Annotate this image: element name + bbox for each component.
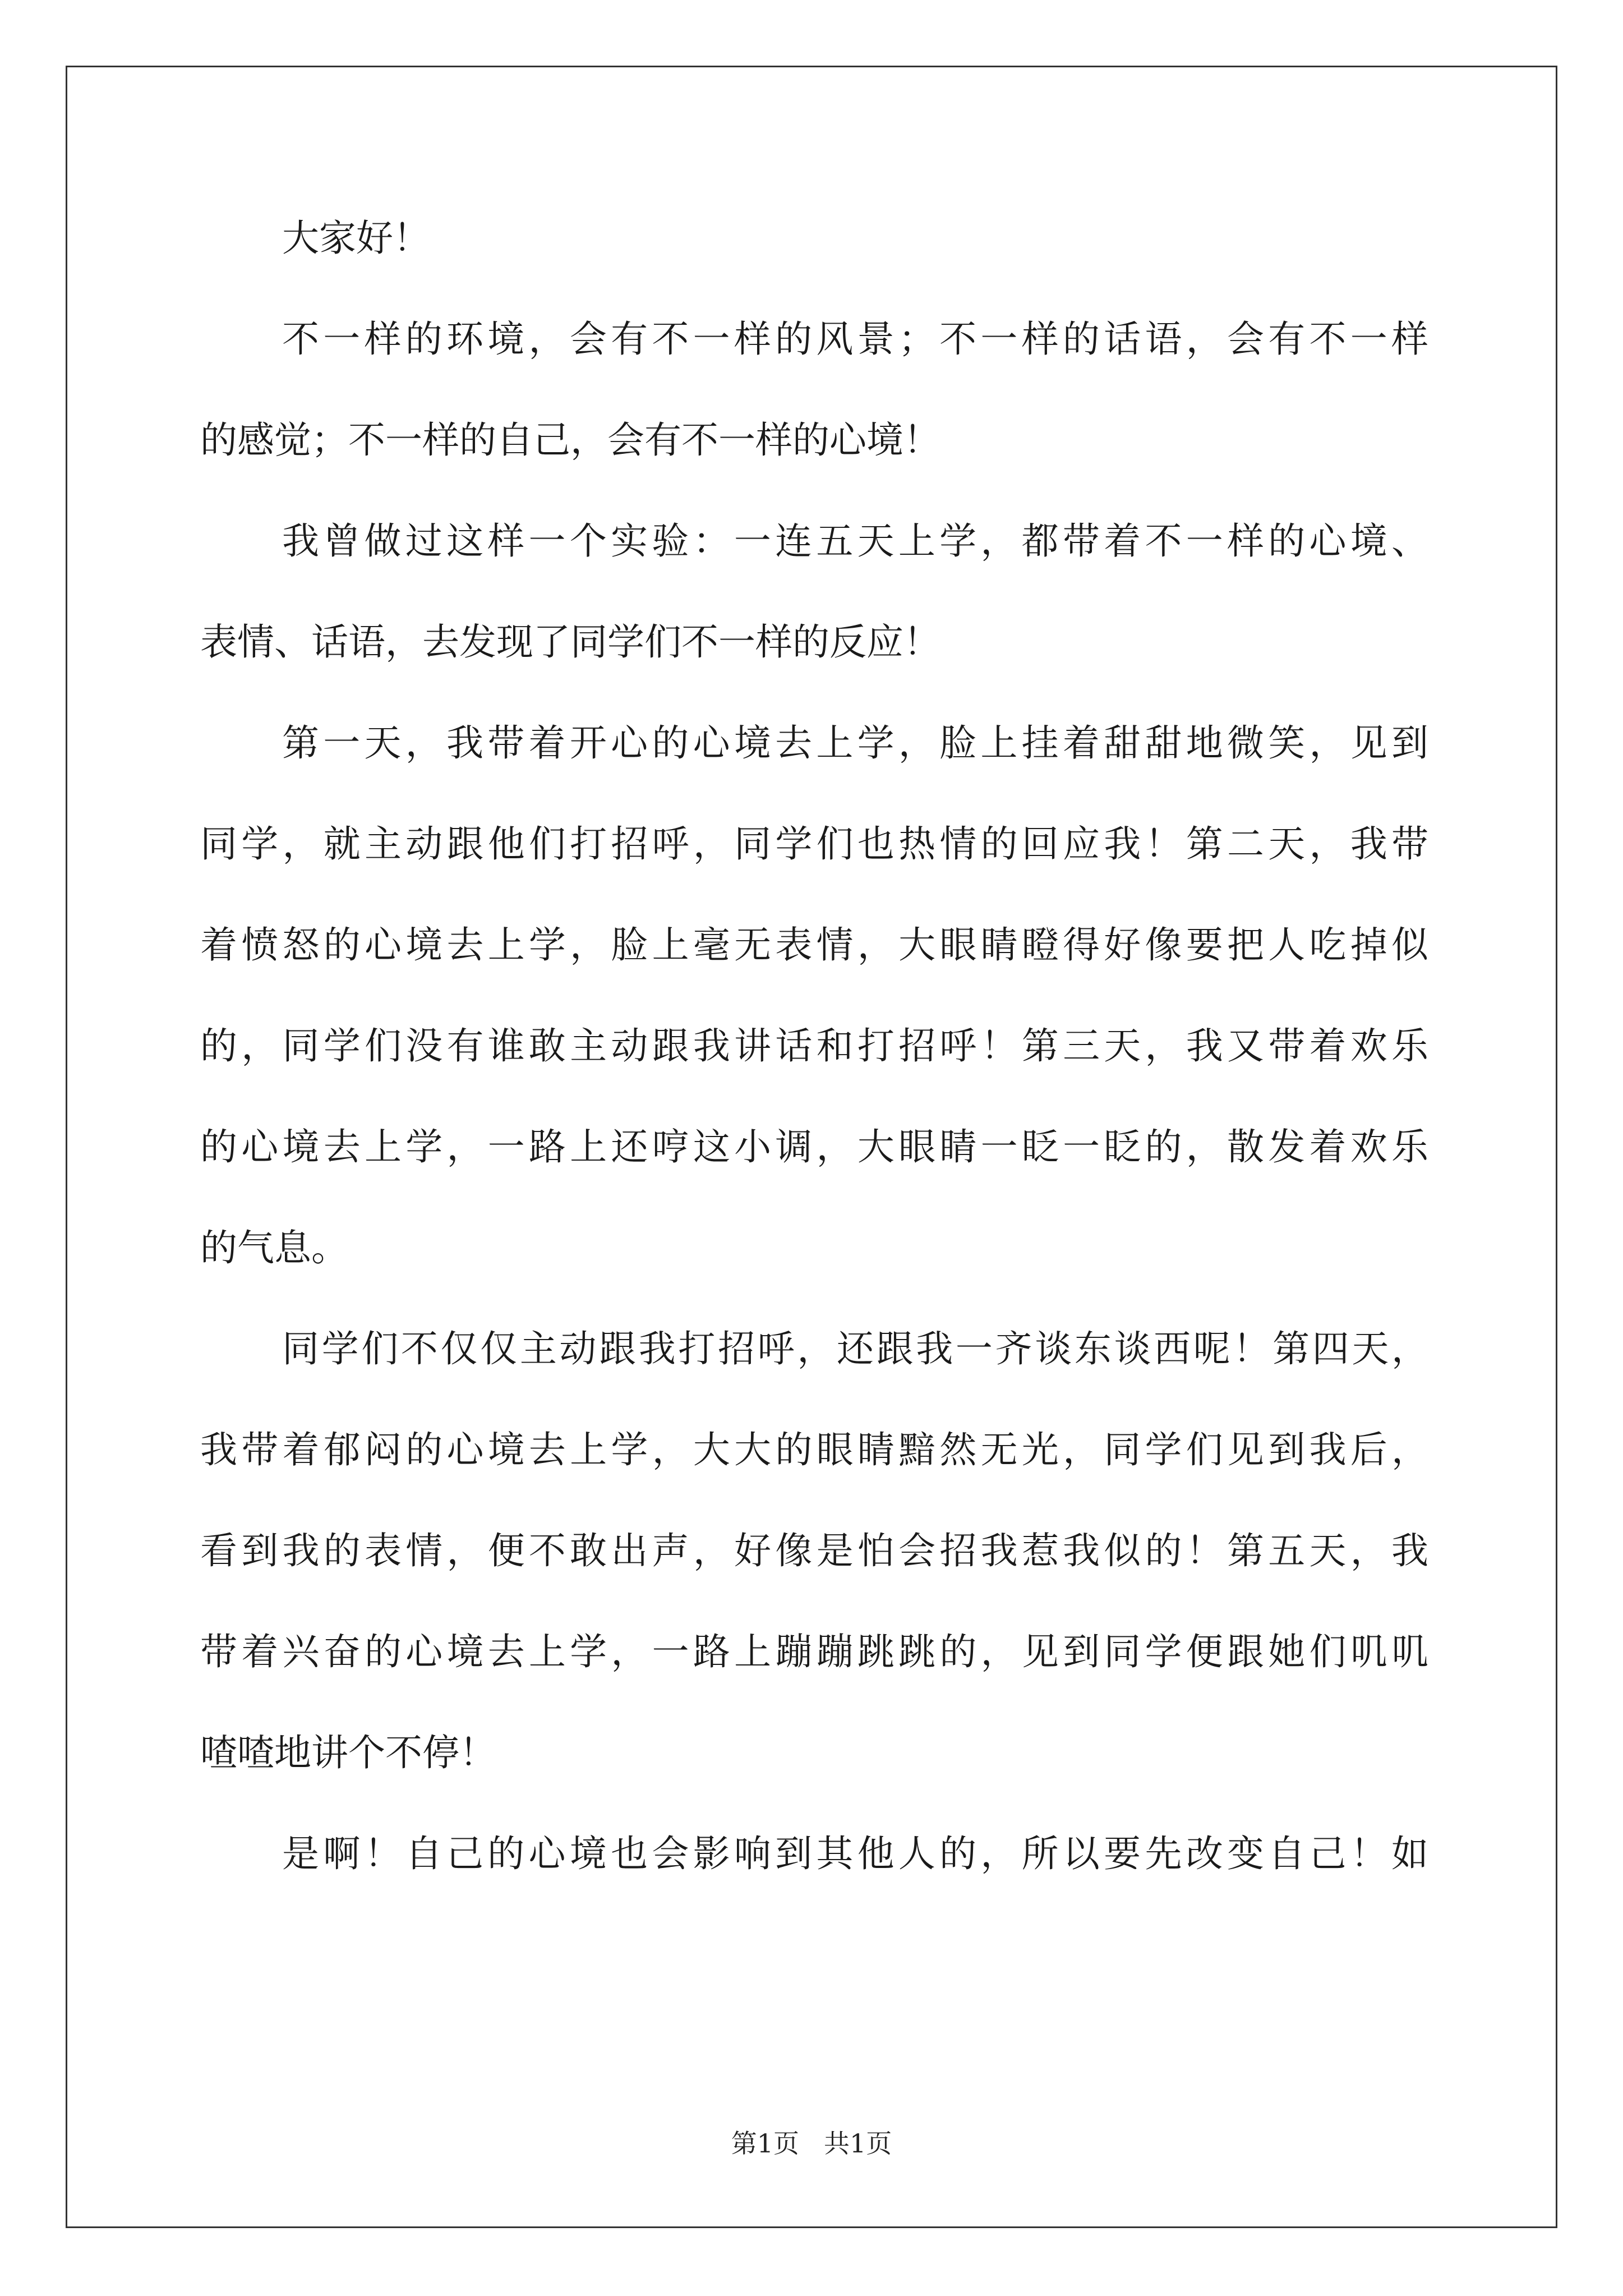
paragraph-line: 同学们不仅仅主动跟我打招呼，还跟我一齐谈东谈西呢！第四天， bbox=[282, 1327, 1428, 1370]
paragraph-line: 同学，就主动跟他们打招呼，同学们也热情的回应我！第二天，我带 bbox=[200, 822, 1428, 866]
paragraph-line: 喳喳地讲个不停！ bbox=[200, 1731, 496, 1774]
paragraph-line: 不一样的环境，会有不一样的风景；不一样的话语，会有不一样 bbox=[282, 318, 1428, 361]
page-footer bbox=[0, 2123, 1623, 2160]
paragraph-line: 我带着郁闷的心境去上学，大大的眼睛黯然无光，同学们见到我后， bbox=[200, 1428, 1428, 1471]
paragraph-line: 表情、话语，去发现了同学们不一样的反应！ bbox=[200, 620, 940, 664]
paragraph-line: 的，同学们没有谁敢主动跟我讲话和打招呼！第三天，我又带着欢乐 bbox=[200, 1024, 1428, 1068]
paragraph-line: 带着兴奋的心境去上学，一路上蹦蹦跳跳的，见到同学便跟她们叽叽 bbox=[200, 1630, 1428, 1673]
page-number: 第1页 bbox=[731, 2128, 800, 2159]
page-total: 共1页 bbox=[823, 2128, 892, 2159]
paragraph-line: 第一天，我带着开心的心境去上学，脸上挂着甜甜地微笑，见到 bbox=[282, 721, 1428, 765]
paragraph-line: 是啊！自己的心境也会影响到其他人的，所以要先改变自己！如 bbox=[282, 1832, 1428, 1875]
paragraph-line: 看到我的表情，便不敢出声，好像是怕会招我惹我似的！第五天，我 bbox=[200, 1529, 1428, 1572]
paragraph-line: 着愤怒的心境去上学，脸上毫无表情，大眼睛瞪得好像要把人吃掉似 bbox=[200, 923, 1428, 967]
paragraph-line: 大家好！ bbox=[282, 217, 430, 260]
paragraph-line: 的心境去上学，一路上还哼这小调，大眼睛一眨一眨的，散发着欢乐 bbox=[200, 1125, 1428, 1168]
paragraph-line: 的感觉；不一样的自己，会有不一样的心境！ bbox=[200, 418, 940, 462]
paragraph-line: 的气息。 bbox=[200, 1226, 348, 1269]
paragraph-line: 我曾做过这样一个实验：一连五天上学，都带着不一样的心境、 bbox=[282, 519, 1428, 563]
